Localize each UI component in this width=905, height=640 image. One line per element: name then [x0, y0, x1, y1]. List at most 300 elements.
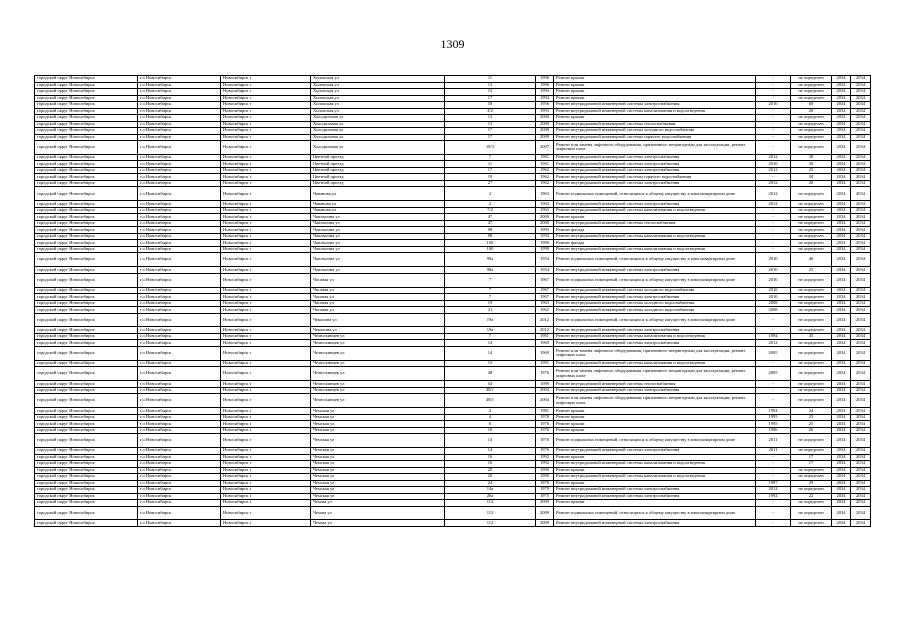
plan-start-year-cell: 2034 — [832, 102, 851, 109]
municipality-cell: г.о.Новосибирск — [138, 220, 221, 227]
plan-end-year-cell: 2034 — [851, 333, 871, 340]
year-built-cell: 1976 — [536, 448, 554, 455]
street-cell: Чемская ул — [311, 421, 445, 428]
last-repair-year-cell: - — [756, 89, 791, 96]
district-cell: городской округ Новосибирск — [35, 121, 138, 128]
plan-start-year-cell: 2034 — [832, 381, 851, 388]
plan-end-year-cell: 2034 — [851, 154, 871, 161]
city-cell: Новосибирск г — [221, 327, 311, 334]
wear-percent-cell: 17 — [791, 461, 832, 468]
work-type-cell: Ремонт крыши — [554, 414, 756, 421]
street-cell: Чемская ул — [311, 474, 445, 481]
district-cell: городской округ Новосибирск — [35, 201, 138, 208]
municipality-cell: г.о.Новосибирск — [138, 141, 221, 155]
municipality-cell: г.о.Новосибирск — [138, 307, 221, 314]
plan-end-year-cell: 2034 — [851, 161, 871, 168]
city-cell: Новосибирск г — [221, 89, 311, 96]
last-repair-year-cell: 2011 — [756, 434, 791, 448]
table-row — [35, 346, 871, 360]
work-type-cell: Ремонт крыши — [554, 480, 756, 487]
work-type-cell: Ремонт внутридомовой инженерной системы теплоснабжения — [554, 381, 756, 388]
plan-start-year-cell: 2034 — [832, 520, 851, 527]
street-cell: Чемская ул — [311, 427, 445, 434]
table-row — [35, 367, 871, 381]
district-cell: городской округ Новосибирск — [35, 287, 138, 294]
street-cell: Чаплыгина ул — [311, 214, 445, 221]
last-repair-year-cell: - — [756, 246, 791, 253]
district-cell: городской округ Новосибирск — [35, 227, 138, 234]
district-cell: городской округ Новосибирск — [35, 161, 138, 168]
street-cell: Челюскинцев ул — [311, 381, 445, 388]
last-repair-year-cell: - — [756, 461, 791, 468]
wear-percent-cell: не определен — [791, 134, 832, 141]
city-cell: Новосибирск г — [221, 214, 311, 221]
year-built-cell: 1981 — [536, 408, 554, 415]
year-built-cell: 1962 — [536, 180, 554, 187]
work-type-cell: Ремонт крыши — [554, 89, 756, 96]
district-cell: городской округ Новосибирск — [35, 134, 138, 141]
house-number-cell: 2 — [445, 408, 536, 415]
plan-end-year-cell: 2034 — [851, 89, 871, 96]
work-type-cell: Ремонт крыши — [554, 467, 756, 474]
last-repair-year-cell: 2012 — [756, 340, 791, 347]
year-built-cell: 1991 — [536, 360, 554, 367]
street-cell: Хилокская ул — [311, 108, 445, 115]
wear-percent-cell: не определен — [791, 76, 832, 83]
district-cell: городской округ Новосибирск — [35, 367, 138, 381]
city-cell: Новосибирск г — [221, 381, 311, 388]
municipality-cell: г.о.Новосибирск — [138, 414, 221, 421]
municipality-cell: г.о.Новосибирск — [138, 214, 221, 221]
house-number-cell: 48/1 — [445, 387, 536, 394]
street-cell: Чаплыгина ул — [311, 240, 445, 247]
wear-percent-cell: не определен — [791, 187, 832, 201]
city-cell: Новосибирск г — [221, 108, 311, 115]
wear-percent-cell: не определен — [791, 214, 832, 221]
municipality-cell: г.о.Новосибирск — [138, 154, 221, 161]
house-number-cell: 19а — [445, 313, 536, 327]
year-built-cell: 1976 — [536, 434, 554, 448]
work-type-cell: Ремонт внутридомовой инженерной системы электроснабжения — [554, 167, 756, 174]
year-built-cell: 1994 — [536, 89, 554, 96]
year-built-cell: 1976 — [536, 427, 554, 434]
house-number-cell: 112 — [445, 520, 536, 527]
work-type-cell: Ремонт или замена лифтового оборудования, признанного непригодным для эксплуатации, ремонт лифтовых шахт — [554, 346, 756, 360]
street-cell: Холодильная ул — [311, 121, 445, 128]
last-repair-year-cell: 2010 — [756, 273, 791, 287]
year-built-cell: 1962 — [536, 167, 554, 174]
plan-end-year-cell: 2034 — [851, 128, 871, 135]
wear-percent-cell: не определен — [791, 487, 832, 494]
work-type-cell: Ремонт внутридомовой инженерной системы электроснабжения — [554, 448, 756, 455]
street-cell: Цветной проезд — [311, 180, 445, 187]
municipality-cell: г.о.Новосибирск — [138, 253, 221, 267]
last-repair-year-cell: - — [756, 115, 791, 122]
plan-start-year-cell: 2034 — [832, 313, 851, 327]
district-cell: городской округ Новосибирск — [35, 102, 138, 109]
plan-start-year-cell: 2034 — [832, 76, 851, 83]
house-number-cell: 7 — [445, 154, 536, 161]
work-type-cell: Ремонт внутридомовой инженерной системы канализования и водоотведения — [554, 108, 756, 115]
work-type-cell: Ремонт внутридомовой инженерной системы электроснабжения — [554, 340, 756, 347]
plan-end-year-cell: 2034 — [851, 408, 871, 415]
district-cell: городской округ Новосибирск — [35, 174, 138, 181]
year-built-cell: 1963 — [536, 207, 554, 214]
district-cell: городской округ Новосибирск — [35, 82, 138, 89]
work-type-cell: Ремонт подвальных помещений, относящихся к общему имуществу в многоквартирном доме — [554, 434, 756, 448]
street-cell: Чаплыгина ул — [311, 253, 445, 267]
city-cell: Новосибирск г — [221, 207, 311, 214]
wear-percent-cell: 20 — [791, 180, 832, 187]
table-row — [35, 313, 871, 327]
plan-start-year-cell: 2034 — [832, 427, 851, 434]
last-repair-year-cell: - — [756, 227, 791, 234]
street-cell: Чекалина ул — [311, 313, 445, 327]
city-cell: Новосибирск г — [221, 300, 311, 307]
table-row — [35, 187, 871, 201]
plan-start-year-cell: 2034 — [832, 434, 851, 448]
last-repair-year-cell: - — [756, 174, 791, 181]
house-number-cell: 18/3 — [445, 141, 536, 155]
street-cell: Чемская ул — [311, 414, 445, 421]
municipality-cell: г.о.Новосибирск — [138, 520, 221, 527]
street-cell: Чекалина ул — [311, 327, 445, 334]
municipality-cell: г.о.Новосибирск — [138, 427, 221, 434]
plan-start-year-cell: 2034 — [832, 500, 851, 507]
district-cell: городской округ Новосибирск — [35, 141, 138, 155]
wear-percent-cell: не определен — [791, 294, 832, 301]
wear-percent-cell: 22 — [791, 493, 832, 500]
plan-start-year-cell: 2034 — [832, 340, 851, 347]
plan-end-year-cell: 2034 — [851, 174, 871, 181]
municipality-cell: г.о.Новосибирск — [138, 360, 221, 367]
work-type-cell: Ремонт фасада — [554, 227, 756, 234]
plan-end-year-cell: 2034 — [851, 493, 871, 500]
street-cell: Холодильная ул — [311, 128, 445, 135]
plan-start-year-cell: 2034 — [832, 161, 851, 168]
plan-end-year-cell: 2034 — [851, 500, 871, 507]
municipality-cell: г.о.Новосибирск — [138, 227, 221, 234]
work-type-cell: Ремонт крыши — [554, 76, 756, 83]
district-cell: городской округ Новосибирск — [35, 360, 138, 367]
district-cell: городской округ Новосибирск — [35, 246, 138, 253]
city-cell: Новосибирск г — [221, 461, 311, 468]
plan-start-year-cell: 2034 — [832, 207, 851, 214]
table-row — [35, 506, 871, 520]
wear-percent-cell: не определен — [791, 141, 832, 155]
year-built-cell: 1954 — [536, 267, 554, 274]
municipality-cell: г.о.Новосибирск — [138, 82, 221, 89]
municipality-cell: г.о.Новосибирск — [138, 434, 221, 448]
plan-end-year-cell: 2034 — [851, 487, 871, 494]
street-cell: Чемская ул — [311, 434, 445, 448]
house-number-cell: 98а — [445, 267, 536, 274]
house-number-cell: 17 — [445, 167, 536, 174]
house-number-cell: 14 — [445, 346, 536, 360]
city-cell: Новосибирск г — [221, 487, 311, 494]
work-type-cell: Ремонт внутридомовой инженерной системы горячего водоснабжения — [554, 174, 756, 181]
wear-percent-cell: не определен — [791, 220, 832, 227]
city-cell: Новосибирск г — [221, 76, 311, 83]
plan-end-year-cell: 2034 — [851, 520, 871, 527]
work-type-cell: Ремонт крыши — [554, 115, 756, 122]
work-type-cell: Ремонт внутридомовой инженерной системы электроснабжения — [554, 487, 756, 494]
work-type-cell: Ремонт крыши — [554, 82, 756, 89]
last-repair-year-cell: - — [756, 327, 791, 334]
street-cell: Челюскинцев ул — [311, 367, 445, 381]
work-type-cell: Ремонт крыши — [554, 427, 756, 434]
plan-start-year-cell: 2034 — [832, 287, 851, 294]
wear-percent-cell: не определен — [791, 346, 832, 360]
plan-end-year-cell: 2034 — [851, 287, 871, 294]
plan-end-year-cell: 2034 — [851, 434, 871, 448]
plan-end-year-cell: 2034 — [851, 102, 871, 109]
work-type-cell: Ремонт внутридомовой инженерной системы электроснабжения — [554, 102, 756, 109]
last-repair-year-cell: 2012 — [756, 180, 791, 187]
house-number-cell: 7 — [445, 287, 536, 294]
wear-percent-cell: не определен — [791, 95, 832, 102]
wear-percent-cell: не определен — [791, 207, 832, 214]
city-cell: Новосибирск г — [221, 294, 311, 301]
work-type-cell: Ремонт внутридомовой инженерной системы электроснабжения — [554, 520, 756, 527]
street-cell: Хилокская ул — [311, 102, 445, 109]
work-type-cell: Ремонт крыши — [554, 421, 756, 428]
wear-percent-cell: 25 — [791, 421, 832, 428]
municipality-cell: г.о.Новосибирск — [138, 174, 221, 181]
plan-start-year-cell: 2034 — [832, 360, 851, 367]
work-type-cell: Ремонт крыши — [554, 408, 756, 415]
work-type-cell: Ремонт внутридомовой инженерной системы холодного водоснабжения — [554, 307, 756, 314]
plan-end-year-cell: 2034 — [851, 367, 871, 381]
city-cell: Новосибирск г — [221, 95, 311, 102]
work-type-cell: Ремонт внутридомовой инженерной системы канализования и водоотведения — [554, 233, 756, 240]
plan-end-year-cell: 2034 — [851, 461, 871, 468]
year-built-cell: 1975 — [536, 493, 554, 500]
work-type-cell: Ремонт внутридомовой инженерной системы канализования и водоотведения — [554, 461, 756, 468]
last-repair-year-cell: - — [756, 121, 791, 128]
work-type-cell: Ремонт подвальных помещений, относящихся к общему имуществу в многоквартирном доме — [554, 313, 756, 327]
year-built-cell: 1961 — [536, 154, 554, 161]
house-number-cell: 47 — [445, 214, 536, 221]
street-cell: Чехова ул — [311, 520, 445, 527]
wear-percent-cell: 20 — [791, 108, 832, 115]
last-repair-year-cell: 2010 — [756, 267, 791, 274]
house-number-cell: 100 — [445, 246, 536, 253]
city-cell: Новосибирск г — [221, 82, 311, 89]
district-cell: городской округ Новосибирск — [35, 387, 138, 394]
work-type-cell: Ремонт подвальных помещений, относящихся к общему имуществу в многоквартирном доме — [554, 273, 756, 287]
last-repair-year-cell: - — [756, 76, 791, 83]
plan-end-year-cell: 2034 — [851, 467, 871, 474]
last-repair-year-cell: - — [756, 141, 791, 155]
work-type-cell: Ремонт внутридомовой инженерной системы канализования и водоотведения — [554, 360, 756, 367]
municipality-cell: г.о.Новосибирск — [138, 500, 221, 507]
district-cell: городской округ Новосибирск — [35, 307, 138, 314]
plan-start-year-cell: 2034 — [832, 154, 851, 161]
district-cell: городской округ Новосибирск — [35, 346, 138, 360]
city-cell: Новосибирск г — [221, 273, 311, 287]
wear-percent-cell: не определен — [791, 121, 832, 128]
street-cell: Челюскинцев ул — [311, 340, 445, 347]
last-repair-year-cell: - — [756, 220, 791, 227]
house-number-cell: 18 — [445, 102, 536, 109]
plan-end-year-cell: 2034 — [851, 82, 871, 89]
year-built-cell: 2009 — [536, 128, 554, 135]
plan-start-year-cell: 2034 — [832, 180, 851, 187]
work-type-cell: Ремонт крыши — [554, 454, 756, 461]
municipality-cell: г.о.Новосибирск — [138, 115, 221, 122]
wear-percent-cell: не определен — [791, 307, 832, 314]
wear-percent-cell: не определен — [791, 300, 832, 307]
city-cell: Новосибирск г — [221, 474, 311, 481]
district-cell: городской округ Новосибирск — [35, 115, 138, 122]
street-cell: Хилокская ул — [311, 95, 445, 102]
district-cell: городской округ Новосибирск — [35, 220, 138, 227]
wear-percent-cell: 25 — [791, 267, 832, 274]
work-type-cell: Ремонт крыши — [554, 214, 756, 221]
street-cell: Цветной проезд — [311, 161, 445, 168]
district-cell: городской округ Новосибирск — [35, 427, 138, 434]
city-cell: Новосибирск г — [221, 340, 311, 347]
plan-start-year-cell: 2034 — [832, 115, 851, 122]
city-cell: Новосибирск г — [221, 454, 311, 461]
city-cell: Новосибирск г — [221, 128, 311, 135]
plan-start-year-cell: 2034 — [832, 128, 851, 135]
plan-start-year-cell: 2034 — [832, 467, 851, 474]
wear-percent-cell: не определен — [791, 506, 832, 520]
district-cell: городской округ Новосибирск — [35, 327, 138, 334]
house-number-cell: 47 — [445, 220, 536, 227]
plan-start-year-cell: 2034 — [832, 108, 851, 115]
plan-start-year-cell: 2034 — [832, 174, 851, 181]
street-cell: Чехова ул — [311, 500, 445, 507]
wear-percent-cell: не определен — [791, 246, 832, 253]
year-built-cell: 1989 — [536, 381, 554, 388]
last-repair-year-cell: 2010 — [756, 102, 791, 109]
last-repair-year-cell: 2012 — [756, 187, 791, 201]
house-number-cell: 19 — [445, 174, 536, 181]
district-cell: городской округ Новосибирск — [35, 474, 138, 481]
work-type-cell: Ремонт фасада — [554, 240, 756, 247]
last-repair-year-cell: 2011 — [756, 448, 791, 455]
last-repair-year-cell: - — [756, 454, 791, 461]
street-cell: Хилокская ул — [311, 82, 445, 89]
year-built-cell: 1990 — [536, 246, 554, 253]
plan-end-year-cell: 2034 — [851, 474, 871, 481]
plan-end-year-cell: 2034 — [851, 246, 871, 253]
municipality-cell: г.о.Новосибирск — [138, 300, 221, 307]
last-repair-year-cell: - — [756, 506, 791, 520]
last-repair-year-cell: 1997 — [756, 480, 791, 487]
city-cell: Новосибирск г — [221, 493, 311, 500]
wear-percent-cell: не определен — [791, 273, 832, 287]
work-type-cell: Ремонт или замена лифтового оборудования, признанного непригодным для эксплуатации, ремонт лифтовых шахт — [554, 141, 756, 155]
municipality-cell: г.о.Новосибирск — [138, 381, 221, 388]
work-type-cell: Ремонт внутридомовой инженерной системы электроснабжения — [554, 201, 756, 208]
year-built-cell: 2004 — [536, 394, 554, 408]
plan-end-year-cell: 2034 — [851, 454, 871, 461]
plan-start-year-cell: 2034 — [832, 394, 851, 408]
last-repair-year-cell: 2012 — [756, 487, 791, 494]
year-built-cell: 1969 — [536, 340, 554, 347]
house-number-cell: 20 — [445, 474, 536, 481]
municipality-cell: г.о.Новосибирск — [138, 240, 221, 247]
street-cell: Часовая ул — [311, 273, 445, 287]
street-cell: Чаплыгина ул — [311, 246, 445, 253]
wear-percent-cell: не определен — [791, 327, 832, 334]
city-cell: Новосибирск г — [221, 394, 311, 408]
house-number-cell: 10 — [445, 427, 536, 434]
wear-percent-cell: не определен — [791, 434, 832, 448]
city-cell: Новосибирск г — [221, 387, 311, 394]
municipality-cell: г.о.Новосибирск — [138, 134, 221, 141]
last-repair-year-cell: 2012 — [756, 201, 791, 208]
table-row — [35, 273, 871, 287]
house-number-cell: 14 — [445, 448, 536, 455]
district-cell: городской округ Новосибирск — [35, 500, 138, 507]
district-cell: городской округ Новосибирск — [35, 300, 138, 307]
plan-end-year-cell: 2034 — [851, 360, 871, 367]
city-cell: Новосибирск г — [221, 346, 311, 360]
last-repair-year-cell: 2010 — [756, 253, 791, 267]
work-type-cell: Ремонт внутридомовой инженерной системы электроснабжения — [554, 493, 756, 500]
district-cell: городской округ Новосибирск — [35, 421, 138, 428]
table-row — [35, 253, 871, 267]
year-built-cell: 1976 — [536, 367, 554, 381]
municipality-cell: г.о.Новосибирск — [138, 294, 221, 301]
plan-end-year-cell: 2034 — [851, 480, 871, 487]
last-repair-year-cell: 2010 — [756, 287, 791, 294]
street-cell: Чемская ул — [311, 487, 445, 494]
year-built-cell: 2009 — [536, 520, 554, 527]
last-repair-year-cell: - — [756, 360, 791, 367]
wear-percent-cell: не определен — [791, 82, 832, 89]
wear-percent-cell: не определен — [791, 520, 832, 527]
year-built-cell: 1976 — [536, 421, 554, 428]
last-repair-year-cell: 2012 — [756, 154, 791, 161]
municipality-cell: г.о.Новосибирск — [138, 95, 221, 102]
street-cell: Часовая ул — [311, 294, 445, 301]
plan-end-year-cell: 2034 — [851, 220, 871, 227]
plan-end-year-cell: 2034 — [851, 76, 871, 83]
plan-start-year-cell: 2034 — [832, 474, 851, 481]
district-cell: городской округ Новосибирск — [35, 253, 138, 267]
last-repair-year-cell: 1994 — [756, 333, 791, 340]
wear-percent-cell: не определен — [791, 394, 832, 408]
street-cell: Холодильная ул — [311, 141, 445, 155]
plan-end-year-cell: 2034 — [851, 273, 871, 287]
year-built-cell: 1992 — [536, 461, 554, 468]
district-cell: городской округ Новосибирск — [35, 394, 138, 408]
house-number-cell: 98 — [445, 227, 536, 234]
house-number-cell: 7/2 — [445, 207, 536, 214]
work-type-cell: Ремонт крыши — [554, 500, 756, 507]
house-number-cell: 2 — [445, 187, 536, 201]
plan-start-year-cell: 2034 — [832, 333, 851, 340]
city-cell: Новосибирск г — [221, 480, 311, 487]
house-number-cell: 13 — [445, 121, 536, 128]
plan-start-year-cell: 2034 — [832, 187, 851, 201]
municipality-cell: г.о.Новосибирск — [138, 408, 221, 415]
house-number-cell: 27 — [445, 180, 536, 187]
district-cell: городской округ Новосибирск — [35, 128, 138, 135]
municipality-cell: г.о.Новосибирск — [138, 161, 221, 168]
house-number-cell: 13 — [445, 115, 536, 122]
house-number-cell: 48/1 — [445, 394, 536, 408]
table-row — [35, 520, 871, 527]
year-built-cell: 1956 — [536, 102, 554, 109]
street-cell: Чемская ул — [311, 480, 445, 487]
